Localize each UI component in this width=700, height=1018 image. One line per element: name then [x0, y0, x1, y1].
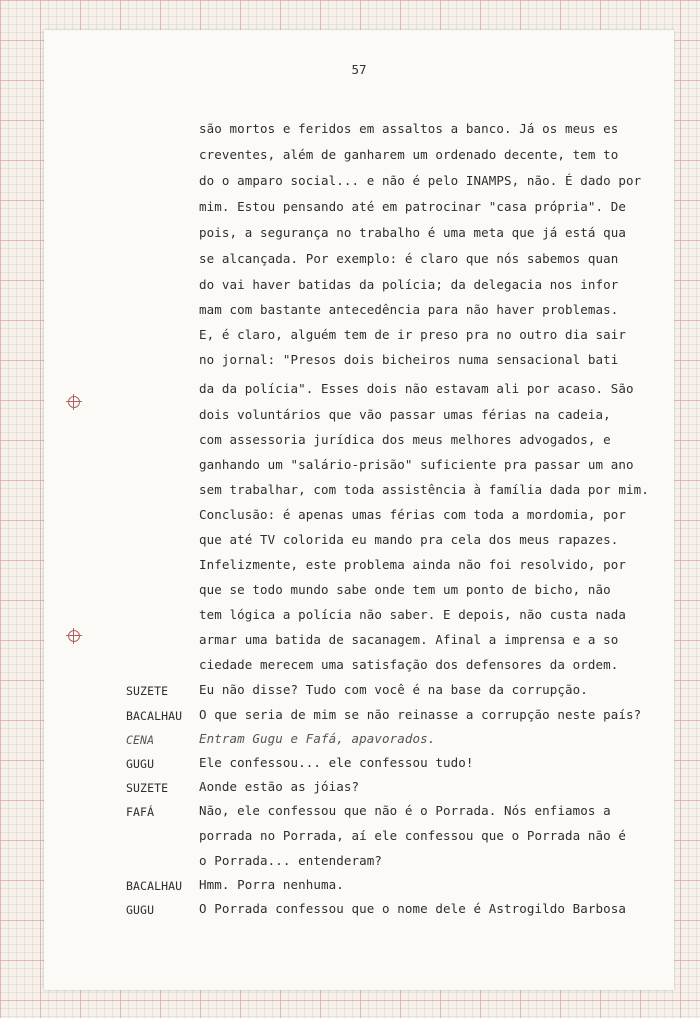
- registration-mark-icon: [66, 628, 82, 644]
- text-line: ciedade merecem uma satisfação dos defensores da ordem.: [199, 657, 619, 672]
- text-line: são mortos e feridos em assaltos a banco. Já os meus es: [199, 121, 619, 136]
- page-number: 57: [351, 62, 367, 77]
- dialogue-line: O que seria de mim se não reinasse a corrupção neste país?: [199, 707, 642, 722]
- registration-mark-icon: [66, 394, 82, 410]
- dialogue-line: Hmm. Porra nenhuma.: [199, 877, 344, 892]
- dialogue-line: Aonde estão as jóias?: [199, 779, 360, 794]
- text-line: sem trabalhar, com toda assistência à família dada por mim.: [199, 482, 649, 497]
- text-line: no jornal: "Presos dois bicheiros numa sensacional bati: [199, 352, 619, 367]
- dialogue-line: Não, ele confessou que não é o Porrada. Nós enfiamos a: [199, 803, 611, 818]
- speaker-name: GUGU: [126, 903, 155, 917]
- speaker-name: GUGU: [126, 757, 155, 771]
- text-line: creventes, além de ganharem um ordenado decente, tem to: [199, 147, 619, 162]
- dialogue-line: Ele confessou... ele confessou tudo!: [199, 755, 474, 770]
- text-line: Conclusão: é apenas umas férias com toda a mordomia, por: [199, 507, 627, 522]
- text-line: armar uma batida de sacanagem. Afinal a imprensa e a so: [199, 632, 619, 647]
- text-line: ganhando um "salário-prisão" suficiente pra passar um ano: [199, 457, 634, 472]
- text-line: dois voluntários que vão passar umas férias na cadeia,: [199, 407, 611, 422]
- text-line: pois, a segurança no trabalho é uma meta que já está qua: [199, 225, 627, 240]
- text-line: com assessoria jurídica dos meus melhores advogados, e: [199, 432, 611, 447]
- speaker-name: SUZETE: [126, 781, 169, 795]
- dialogue-line: porrada no Porrada, aí ele confessou que o Porrada não é: [199, 828, 627, 843]
- text-line: se alcançada. Por exemplo: é claro que nós sabemos quan: [199, 251, 619, 266]
- text-line: Infelizmente, este problema ainda não foi resolvido, por: [199, 557, 627, 572]
- text-line: tem lógica a polícia não saber. E depois, não custa nada: [199, 607, 627, 622]
- speaker-name: SUZETE: [126, 684, 169, 698]
- speaker-name: BACALHAU: [126, 709, 183, 723]
- text-line: E, é claro, alguém tem de ir preso pra no outro dia sair: [199, 327, 627, 342]
- text-line: do vai haver batidas da polícia; da delegacia nos infor: [199, 277, 619, 292]
- dialogue-line: Eu não disse? Tudo com você é na base da corrupção.: [199, 682, 588, 697]
- dialogue-line: o Porrada... entenderam?: [199, 853, 383, 868]
- text-line: mam com bastante antecedência para não haver problemas.: [199, 302, 619, 317]
- text-line: que até TV colorida eu mando pra cela dos meus rapazes.: [199, 532, 619, 547]
- dialogue-line: O Porrada confessou que o nome dele é Astrogildo Barbosa: [199, 901, 627, 916]
- speaker-name: FAFÁ: [126, 805, 155, 819]
- text-line: do o amparo social... e não é pelo INAMPS, não. É dado por: [199, 173, 642, 188]
- stage-direction: Entram Gugu e Fafá, apavorados.: [199, 731, 436, 746]
- stage-direction-label: CENA: [126, 733, 155, 747]
- text-line: mim. Estou pensando até em patrocinar "casa própria". De: [199, 199, 627, 214]
- text-line: da da polícia". Esses dois não estavam ali por acaso. São: [199, 381, 634, 396]
- text-line: que se todo mundo sabe onde tem um ponto de bicho, não: [199, 582, 611, 597]
- typewritten-page: [44, 30, 674, 990]
- speaker-name: BACALHAU: [126, 879, 183, 893]
